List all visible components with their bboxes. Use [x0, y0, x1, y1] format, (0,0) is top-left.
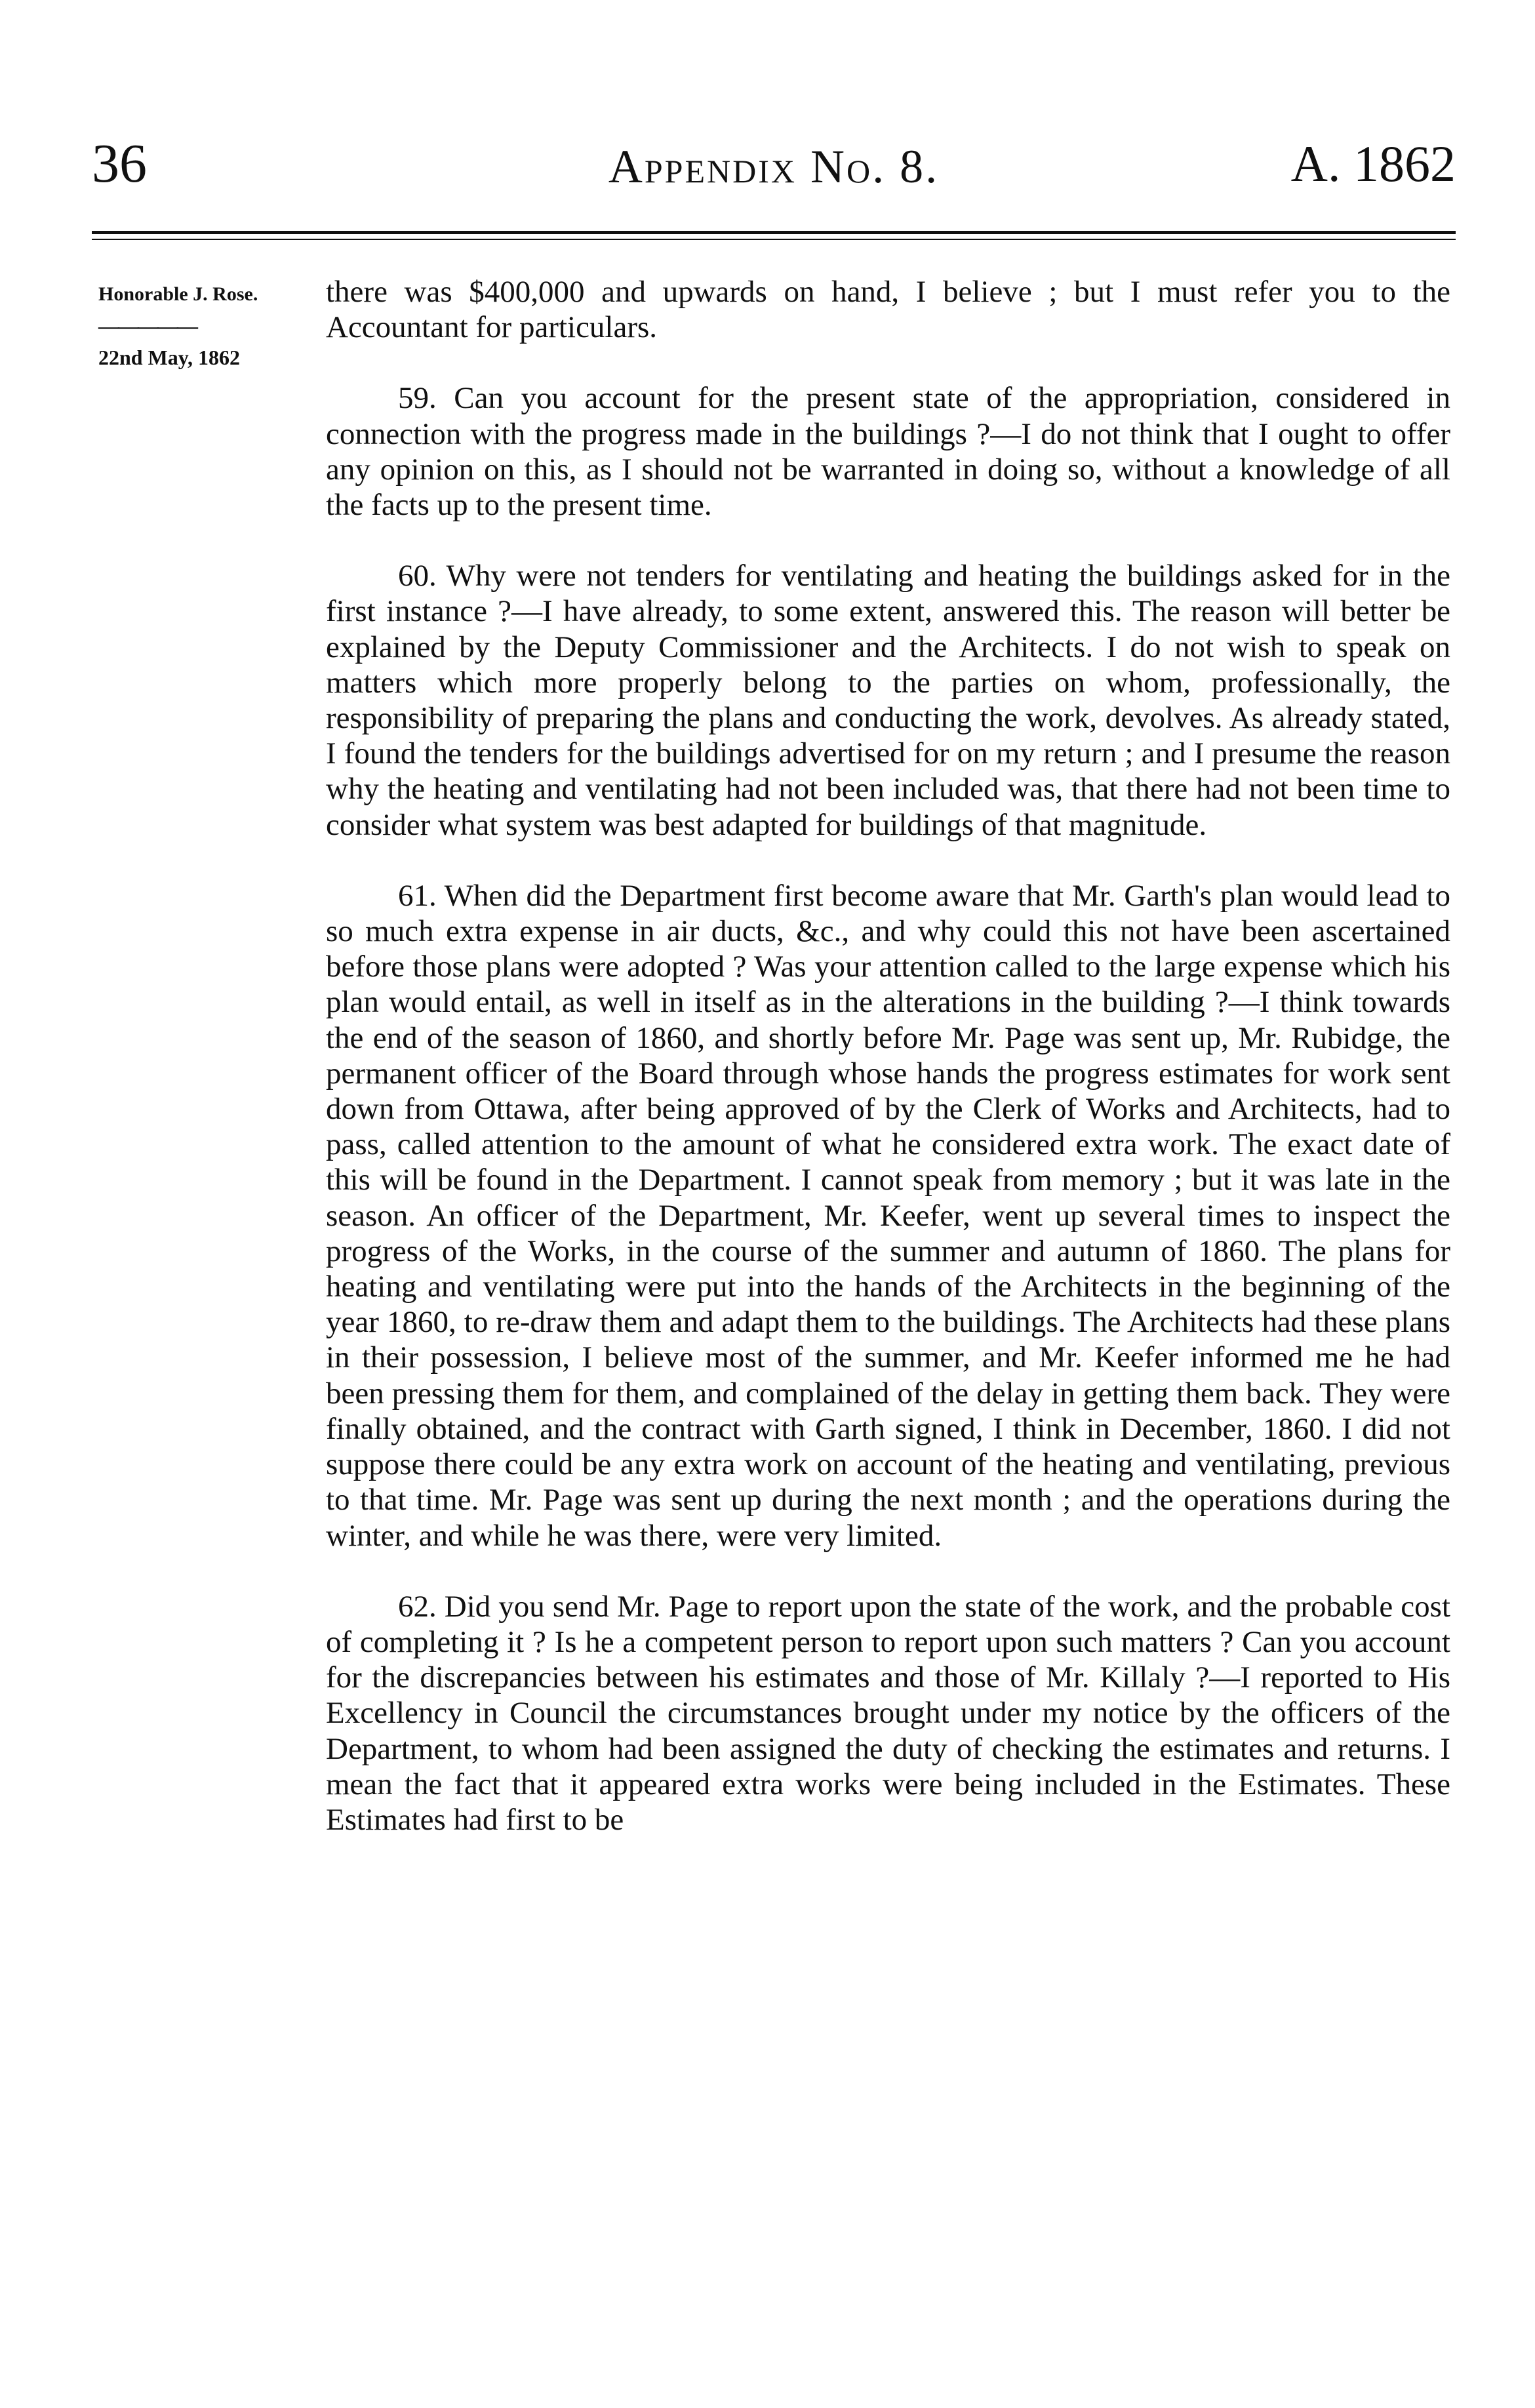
- margin-dash: —————: [98, 314, 197, 338]
- paragraph-q59: 59. Can you account for the present state of the appropriation, considered in connection with the progress made in the buildings ?—I do not think that I ought to offer any opinion on this, as I should not be warranted in doing so, without a knowledge of all the facts up to the present time.: [326, 381, 1450, 523]
- paragraph-q61: 61. When did the Department first become aware that Mr. Garth's plan would lead to so much extra expense in air ducts, &c., and why could this not have been ascertained before those plans were adopted ? Was your attention called to the large expense which his plan would entail, as well in itself as in the alterations in the building ?—I think towards the end of the season of 1860, and shortly before Mr. Page was sent up, Mr. Rubidge, the permanent officer of the Board through whose hands the progress estimates for work sent down from Ottawa, after being approved of by the Clerk of Works and Architects, had to pass, called attention to the amount of what he considered extra work. The exact date of this will be found in the Department. I cannot speak from memory ; but it was late in the season. An officer of the Department, Mr. Keefer, went up several times to inspect the progress of the Works, in the course of the summer and autumn of 1860. The plans for heating and ventilating were put into the hands of the Architects in the beginning of the year 1860, to re-draw them and adapt them to the buildings. The Architects had these plans in their possession, I believe most of the summer, and Mr. Keefer informed me he had been pressing them for them, and complained of the delay in getting them back. They were finally obtained, and the contract with Garth signed, I think in December, 1860. I did not suppose there could be any extra work on account of the heating and ventilating, previous to that time. Mr. Page was sent up during the next month ; and the operations during the winter, and while he was there, were very limited.: [326, 878, 1450, 1553]
- page-number: 36: [92, 133, 147, 194]
- paragraph-q62: 62. Did you send Mr. Page to report upon the state of the work, and the probable cost of completing it ? Is he a competent person to report upon such matters ? Can you account for the discrepancies between his estimates and those of Mr. Killaly ?—I reported to His Excellency in Council the circumstances brought under my notice by the officers of the Department, to whom had been assigned the duty of checking the estimates and returns. I mean the fact that it appeared extra works were being included in the Estimates. These Estimates had first to be: [326, 1589, 1450, 1837]
- header-rule: [92, 231, 1456, 234]
- paragraph-continuation: there was $400,000 and upwards on hand, I believe ; but I must refer you to the Accountant for particulars.: [326, 275, 1450, 345]
- margin-note: [98, 279, 315, 373]
- page-header: [92, 125, 1456, 203]
- paragraph-q60: 60. Why were not tenders for ventilating and heating the buildings asked for in the first instance ?—I have already, to some extent, answered this. The reason will better be explained by the Deputy Commissioner and the Architects. I do not wish to speak on matters which more properly belong to the parties on whom, professionally, the responsibility of preparing the plans and conducting the work, devolves. As already stated, I found the tenders for the buildings advertised for on my return ; and I presume the reason why the heating and ventilating had not been included was, that there had not been time to consider what system was best adapted for buildings of that magnitude.: [326, 559, 1450, 842]
- header-rule-thin: [92, 239, 1456, 240]
- testimony-date: 22nd May, 1862: [98, 346, 241, 369]
- witness-name: Honorable J. Rose.: [98, 283, 258, 305]
- main-text: [326, 274, 1450, 1837]
- year-mark: A. 1862: [1290, 135, 1456, 192]
- running-head: Appendix No. 8.: [608, 140, 940, 193]
